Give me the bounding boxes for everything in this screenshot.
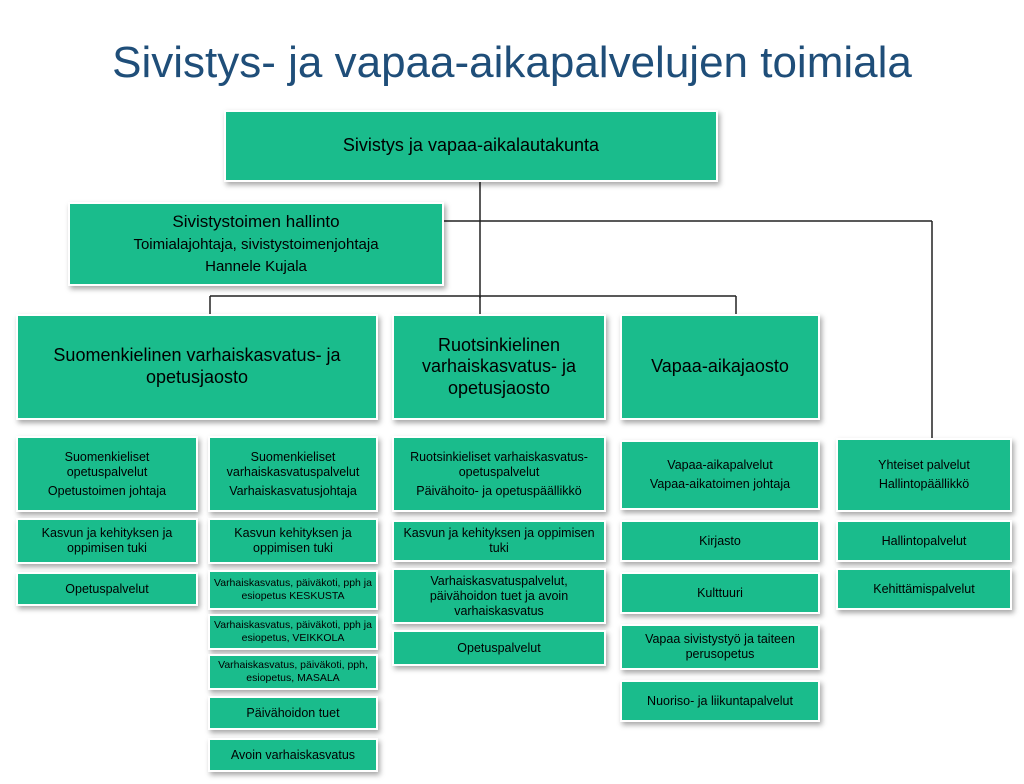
board-label: Sivistys ja vapaa-aikalautakunta (342, 135, 600, 156)
leisure-head-box (620, 440, 820, 510)
common-development-label: Kehittämispalvelut (873, 581, 975, 596)
fi-ece-daycare-support-box (208, 696, 378, 730)
common-admin-services-box (836, 520, 1012, 562)
fi-edu-head-box (16, 436, 198, 512)
fi-ece-masala-label: Varhaiskasvatus, päiväkoti, pph, esiopetus, MASALA (218, 659, 368, 684)
common-development-box (836, 568, 1012, 610)
leisure-youth-sports-box (620, 680, 820, 722)
admin-person: Hannele Kujala (205, 258, 307, 276)
sv-head-box (392, 436, 606, 512)
fi-ece-veikkola-label: Varhaiskasvatus, päiväkoti, pph ja esiopetus, VEIKKOLA (214, 619, 372, 644)
fi-ece-head-line1: Suomenkieliset varhaiskasvatuspalvelut (226, 449, 360, 479)
sv-support-label: Kasvun ja kehityksen ja oppimisen tuki (403, 526, 595, 555)
admin-box (68, 202, 444, 286)
fi-ece-daycare-support-label: Päivähoidon tuet (246, 705, 340, 720)
admin-name: Sivistystoimen hallinto (172, 211, 340, 231)
division-finnish-label: Suomenkielinen varhaiskasvatus- ja opetusjaosto (53, 345, 341, 387)
fi-edu-support-box (16, 518, 198, 564)
fi-ece-open-box (208, 738, 378, 772)
fi-edu-support-label: Kasvun ja kehityksen ja oppimisen tuki (41, 526, 173, 555)
leisure-adult-ed-box (620, 624, 820, 670)
fi-ece-support-label: Kasvun kehityksen ja oppimisen tuki (234, 526, 352, 555)
common-admin-services-label: Hallintopalvelut (881, 533, 967, 548)
fi-edu-teaching-label: Opetuspalvelut (65, 581, 149, 596)
sv-support-box (392, 520, 606, 562)
common-head-line2: Hallintopäällikkö (878, 477, 970, 491)
leisure-library-box (620, 520, 820, 562)
fi-ece-head-box (208, 436, 378, 512)
sv-head-line1: Ruotsinkieliset varhaiskasvatus-opetuspalvelut (410, 449, 588, 479)
leisure-head-line2: Vapaa-aikatoimen johtaja (649, 477, 791, 491)
sv-ece-label: Varhaiskasvatuspalvelut, päivähoidon tuet ja avoin varhaiskasvatus (429, 573, 569, 618)
fi-ece-support-box (208, 518, 378, 564)
division-swedish-box (392, 314, 606, 420)
fi-edu-head-line2: Opetustoimen johtaja (47, 483, 167, 498)
division-swedish-label: Ruotsinkielinen varhaiskasvatus- ja opetusjaosto (421, 334, 577, 398)
fi-ece-open-label: Avoin varhaiskasvatus (230, 747, 356, 762)
leisure-adult-ed-label: Vapaa sivistystyö ja taiteen perusopetus (645, 632, 795, 661)
page-title: Sivistys- ja vapaa-aikapalvelujen toimiala (112, 38, 912, 87)
fi-ece-keskusta-label: Varhaiskasvatus, päiväkoti, pph ja esiopetus KESKUSTA (214, 577, 372, 602)
fi-ece-keskusta-box (208, 570, 378, 610)
leisure-culture-box (620, 572, 820, 614)
sv-teaching-box (392, 630, 606, 666)
board-box (224, 110, 718, 182)
common-head-box (836, 438, 1012, 512)
admin-role: Toimialajohtaja, sivistystoimenjohtaja (133, 236, 379, 254)
fi-ece-masala-box (208, 654, 378, 690)
fi-edu-head-line1: Suomenkieliset opetuspalvelut (64, 449, 150, 479)
leisure-library-label: Kirjasto (699, 533, 741, 548)
division-finnish-box (16, 314, 378, 420)
sv-teaching-label: Opetuspalvelut (457, 640, 541, 655)
leisure-head-line1: Vapaa-aikapalvelut (667, 458, 773, 472)
leisure-culture-label: Kulttuuri (697, 585, 743, 600)
division-leisure-box (620, 314, 820, 420)
sv-ece-box (392, 568, 606, 624)
fi-edu-teaching-box (16, 572, 198, 606)
fi-ece-veikkola-box (208, 614, 378, 650)
common-head-line1: Yhteiset palvelut (878, 458, 970, 472)
division-leisure-label: Vapaa-aikajaosto (651, 356, 789, 377)
leisure-youth-sports-label: Nuoriso- ja liikuntapalvelut (647, 693, 793, 708)
fi-ece-head-line2: Varhaiskasvatusjohtaja (229, 483, 357, 498)
sv-head-line2: Päivähoito- ja opetuspäällikkö (416, 483, 582, 498)
